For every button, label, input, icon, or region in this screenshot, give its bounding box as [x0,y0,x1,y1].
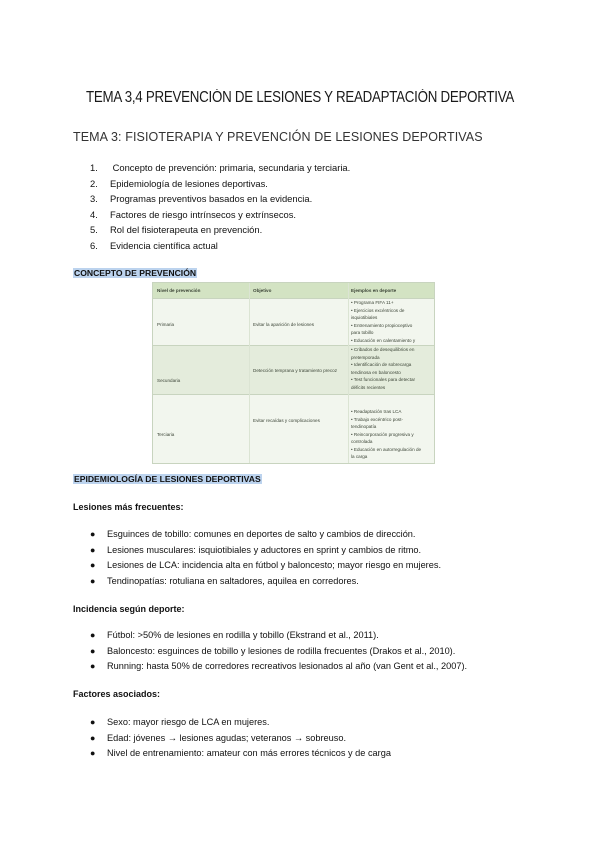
bullet-icon: ● [90,630,96,640]
bullet-icon: ● [90,748,96,758]
bullet-icon: ● [90,544,96,555]
table-header: Objetivo [253,288,272,293]
heading-prevention: CONCEPTO DE PREVENCIÓN [74,268,197,278]
table-header: Nivel de prevención [157,288,201,293]
divider [153,394,434,395]
table-cell: Secundaria [157,378,181,383]
table-header: Ejemplos en deporte [351,288,397,293]
bullet-icon: ● [90,575,96,586]
table-cell: Evitar recaídas y complicaciones [253,418,320,423]
bullet-icon: ● [90,717,96,727]
list-item: ● Nivel de entrenamiento: amateur con más errores técnicos y de carga [90,746,391,762]
bullet-icon: ● [90,645,96,656]
list-item: ● Sexo: mayor riesgo de LCA en mujeres. [90,715,391,731]
frequent-list [90,527,441,589]
table-cell: Primaria [157,322,175,327]
table-cell: • Cribados de desequilibrios en pretemporada • Identificación de sobrecarga tendinosa en baloncesto • Test funcionales para detectar déficits recientes [351,347,416,390]
list-item: 4. Factores de riesgo intrínsecos y extrínsecos. [90,208,297,220]
list-item: 2. Epidemiología de lesiones deportivas. [90,177,268,189]
bullet-icon: ● [90,732,96,743]
list-item: ● Fútbol: >50% de lesiones en rodilla y tobillo (Ekstrand et al., 2011). [90,628,467,644]
table-cell: Detección temprana y tratamiento precoz [253,368,338,373]
list-item: ● Tendinopatías: rotuliana en saltadores, aquilea en corredores. [90,574,441,590]
list-item: ● Esguinces de tobillo: comunes en deportes de salto y cambios de dirección. [90,527,441,543]
list-item: ● Running: hasta 50% de corredores recreativos lesionados al año (van Gent et al., 2007). [90,659,467,675]
heading-epidemiology: EPIDEMIOLOGÍA DE LESIONES DEPORTIVAS [74,474,261,484]
factors-list [90,715,391,762]
bullet-icon: ● [90,661,96,671]
bullet-icon: ● [90,560,96,570]
section-title: TEMA 3: FISIOTERAPIA Y PREVENCIÓN DE LESIONES DEPORTIVAS [73,130,483,144]
list-item: ● Lesiones musculares: isquiotibiales y aductores en sprint y cambios de ritmo. [90,543,441,559]
list-item: ● Baloncesto: esguinces de tobillo y lesiones de rodilla frecuentes (Drakos et al., 2010). [90,644,467,660]
subheading-factors: Factores asociados: [73,689,161,699]
table-cell: • Programa FIFA 11+ • Ejercicios excéntricos de isquiotibiales • Entrenamiento propioceptivo para tobillo • Educación en calentamiento y [351,300,416,343]
topic-list [90,160,350,253]
table-cell: • Readaptación tras LCA • Trabajo excéntrico post- tendinopatía • Reincorporación progresiva y controlada • Educación en autorregulación de la carga [351,409,422,459]
prevention-table [152,282,435,464]
list-item: 1. Concepto de prevención: primaria, secundaria y terciaria. [90,162,351,173]
page-title: TEMA 3,4 PREVENCIÓN DE LESIONES Y READAPTACIÓN DEPORTIVA [85,89,515,106]
divider [249,283,250,463]
bullet-icon: ● [90,529,96,539]
table-cell: Evitar la aparición de lesiones [253,322,315,327]
list-item: ● Edad: jóvenes → lesiones agudas; veteranos → sobreuso. [90,731,391,747]
list-item: 6. Evidencia científica actual [90,239,218,251]
divider [348,283,349,463]
subheading-frequent: Lesiones más frecuentes: [73,502,184,512]
subheading-incidence: Incidencia según deporte: [73,604,185,614]
list-item: ● Lesiones de LCA: incidencia alta en fútbol y baloncesto; mayor riesgo en mujeres. [90,558,441,574]
table-cell: Terciaria [157,432,175,437]
list-item: 5. Rol del fisioterapeuta en prevención. [90,224,263,235]
incidence-list [90,628,467,675]
list-item: 3. Programas preventivos basados en la evidencia. [90,193,313,204]
